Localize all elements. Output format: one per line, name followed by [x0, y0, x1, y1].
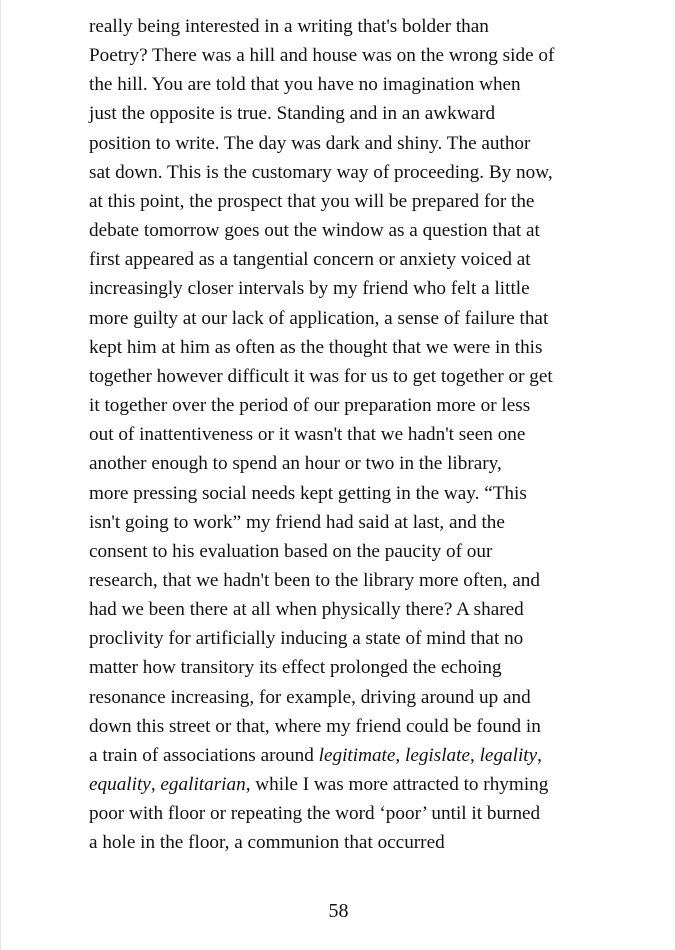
text-line: resonance increasing, for example, driving around up and: [89, 686, 531, 708]
text-line: debate tomorrow goes out the window as a question that at: [89, 220, 540, 242]
text-line: proclivity for artificially inducing a state of mind that no: [89, 628, 524, 650]
text-line: isn't going to work” my friend had said at last, and the: [89, 511, 505, 533]
text-line: first appeared as a tangential concern or anxiety voiced at: [89, 249, 531, 271]
text-line: out of inattentiveness or it wasn't that we hadn't seen one: [89, 424, 526, 446]
text-run: ,: [537, 744, 542, 766]
text-run: ,: [150, 774, 161, 796]
text-line: the hill. You are told that you have no imagination when: [89, 74, 521, 96]
text-run: a train of associations around: [89, 744, 319, 766]
text-run: ,: [395, 744, 405, 766]
text-line: really being interested in a writing that's bolder than: [89, 16, 489, 37]
text-run: ,: [470, 744, 480, 766]
text-line-with-italics: [89, 741, 599, 770]
text-line: together however difficult it was for us to get together or get: [89, 365, 553, 387]
text-line: just the opposite is true. Standing and in an awkward: [89, 103, 496, 125]
italic-word: egalitarian: [160, 774, 246, 796]
text-line: kept him at him as often as the thought that we were in this: [89, 336, 543, 358]
italic-word: legislate: [404, 744, 470, 766]
text-line: more guilty at our lack of application, a sense of failure that: [89, 307, 549, 329]
text-line: sat down. This is the customary way of proceeding. By now,: [89, 161, 553, 183]
page-number: 58: [328, 900, 349, 922]
italic-word: legality: [479, 744, 538, 766]
text-line: had we been there at all when physically there? A shared: [89, 599, 524, 621]
text-line: matter how transitory its effect prolonged the echoing: [89, 657, 502, 679]
page-body-text: [89, 12, 599, 858]
text-line: research, that we hadn't been to the library more often, and: [89, 569, 540, 591]
text-line: position to write. The day was dark and shiny. The author: [89, 132, 531, 154]
text-line: increasingly closer intervals by my friend who felt a little: [89, 278, 530, 300]
text-line: poor with floor or repeating the word ‘poor’ until it burned: [89, 803, 541, 825]
text-line: down this street or that, where my friend could be found in: [89, 715, 541, 737]
text-line: at this point, the prospect that you will be prepared for the: [89, 190, 535, 212]
text-run: , while I was more attracted to rhyming: [245, 774, 549, 796]
italic-word: legitimate: [318, 744, 396, 766]
text-line: Poetry? There was a hill and house was on the wrong side of: [89, 45, 555, 67]
text-line: consent to his evaluation based on the paucity of our: [89, 540, 493, 562]
italic-word: equality: [89, 774, 151, 796]
text-line-with-italics: [89, 770, 599, 799]
text-line: a hole in the floor, a communion that occurred: [89, 832, 445, 854]
text-line: another enough to spend an hour or two in the library,: [89, 453, 502, 475]
text-line: more pressing social needs kept getting in the way. “This: [89, 482, 527, 504]
text-line: it together over the period of our preparation more or less: [89, 395, 531, 417]
